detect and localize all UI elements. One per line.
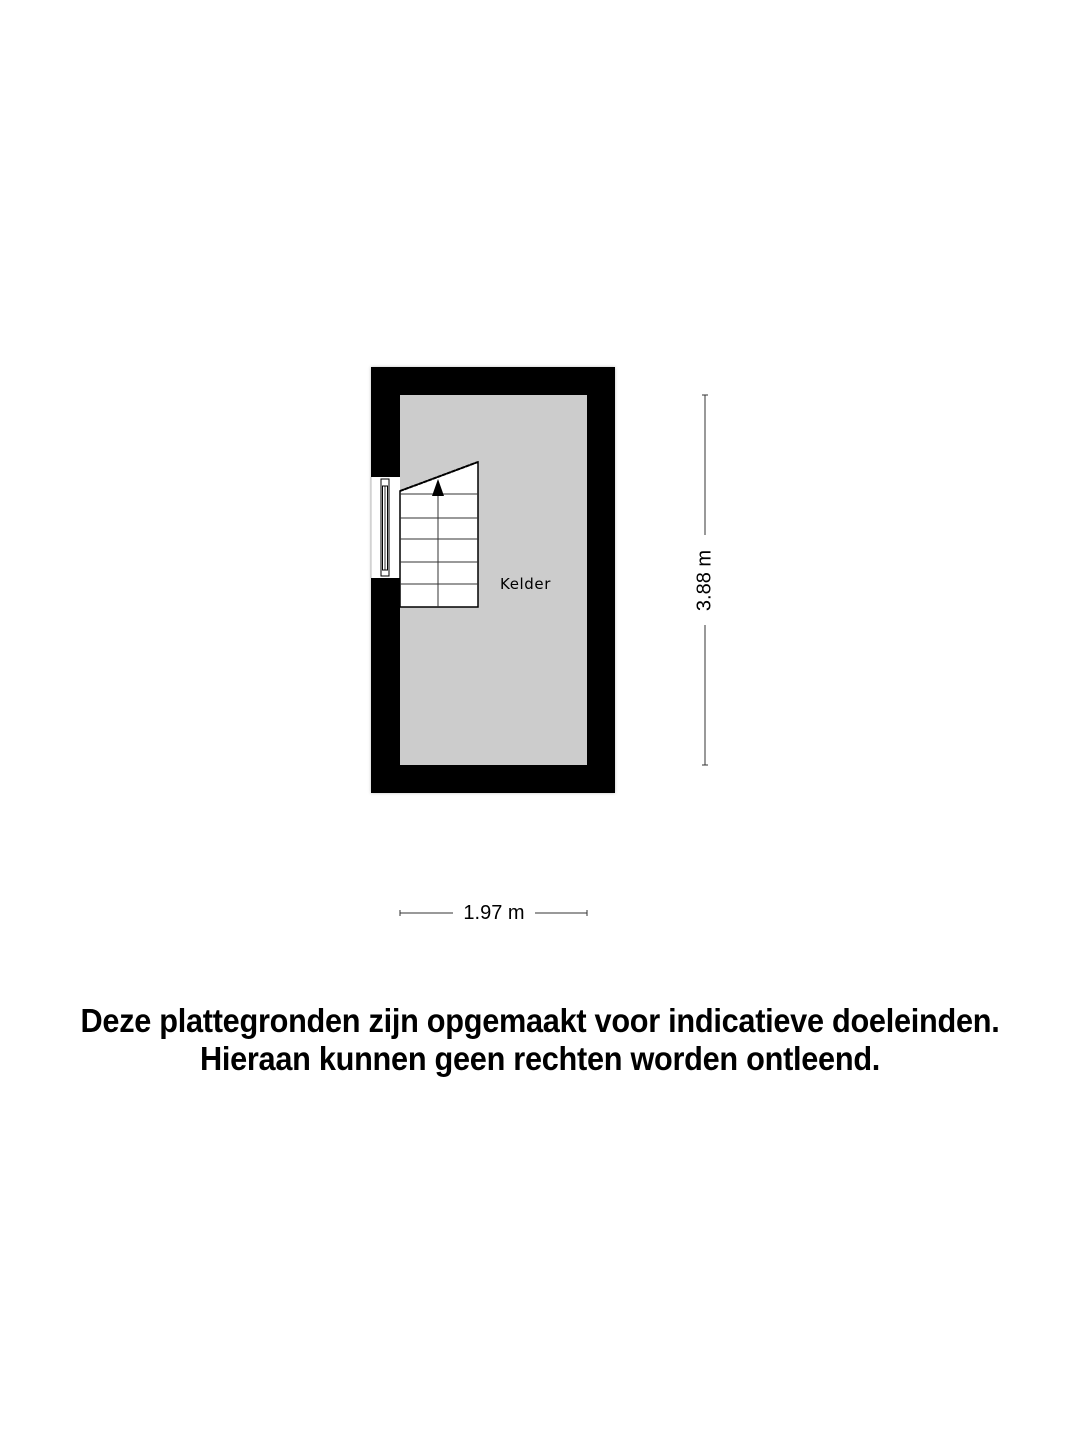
- width-dimension-label: 1.97 m: [463, 902, 525, 924]
- height-dimension-label: 3.88 m: [693, 549, 716, 612]
- disclaimer-line-2: Hieraan kunnen geen rechten worden ontleend.: [199, 1040, 881, 1077]
- room-label: Kelder: [500, 575, 552, 593]
- window: [371, 477, 400, 578]
- disclaimer-line-1: Deze plattegronden zijn opgemaakt voor indicatieve doeleinden.: [80, 1002, 1000, 1039]
